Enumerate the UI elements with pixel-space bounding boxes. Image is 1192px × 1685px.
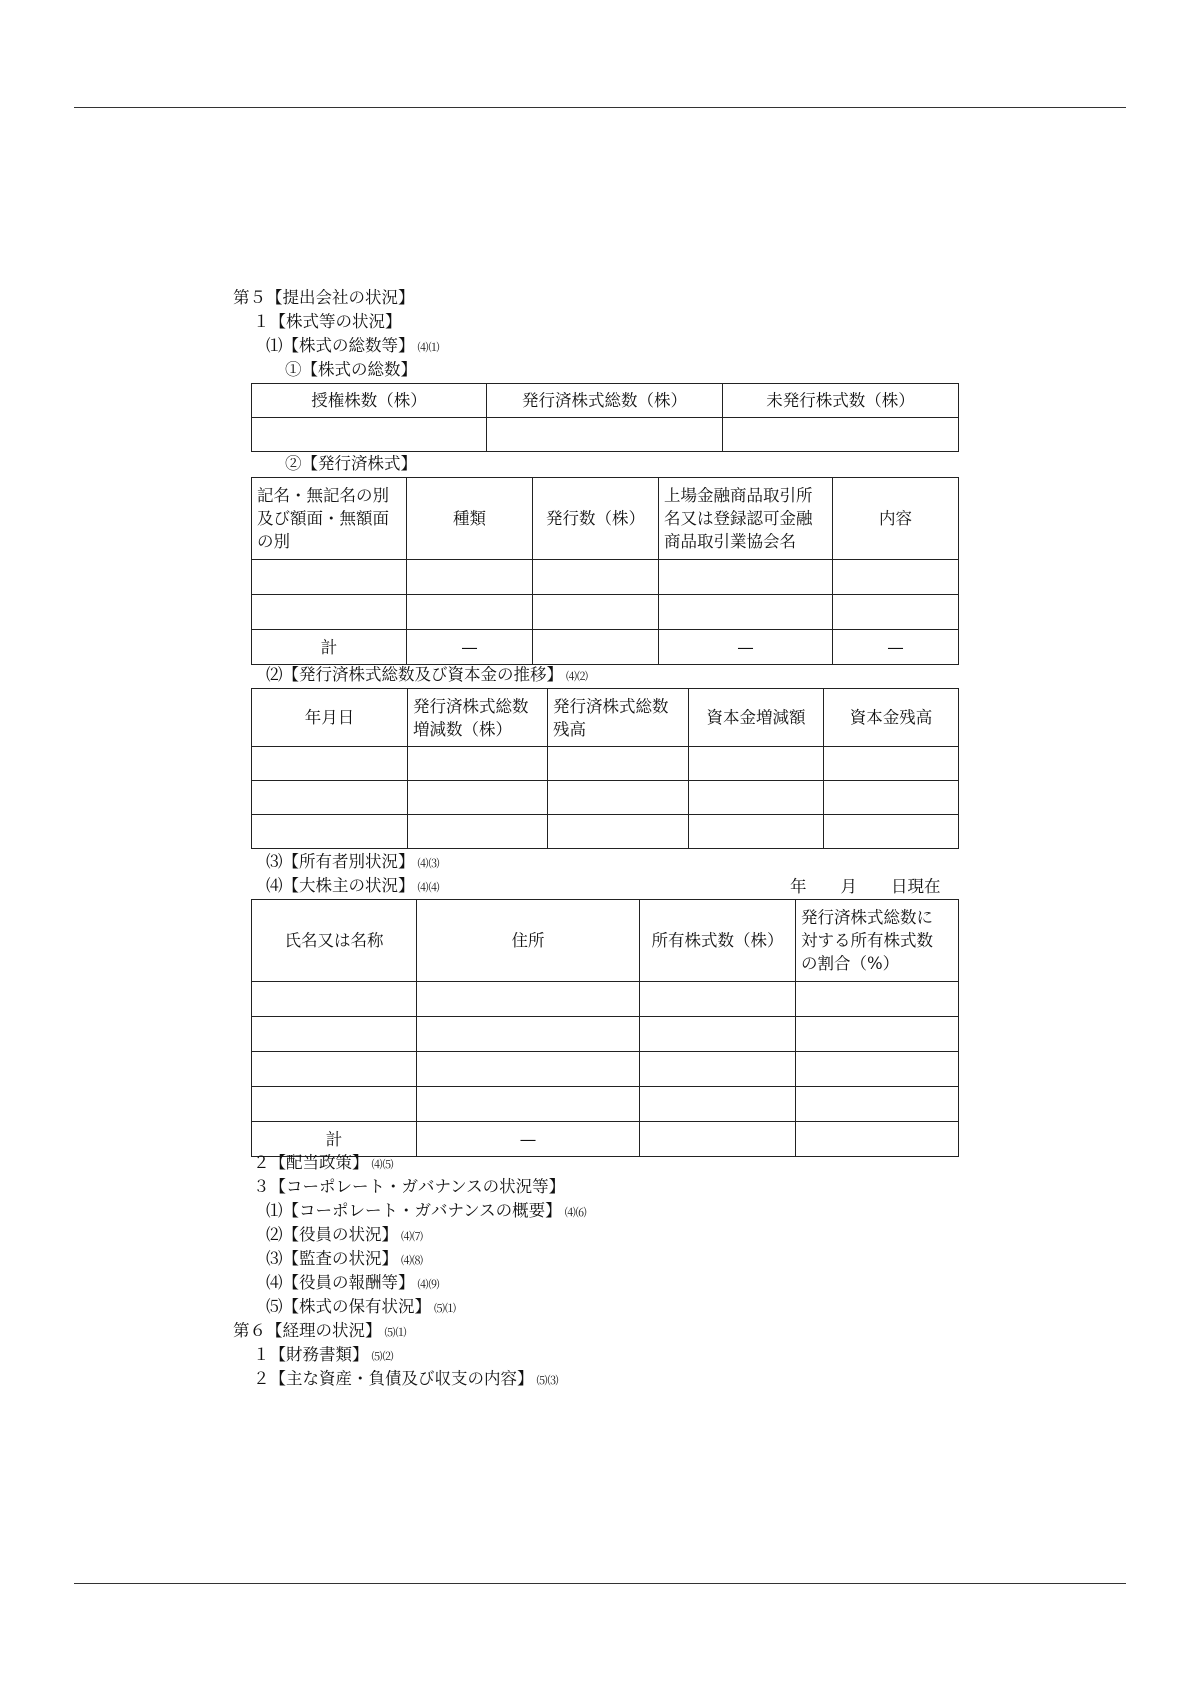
table-row [252, 982, 959, 1017]
note-ref: ⑸⑴ [384, 1326, 407, 1339]
issued-shares-table [251, 477, 959, 665]
heading-5-3-2: ⑵【役員の状況】 ⑷⑺ [266, 1225, 423, 1244]
heading-5-1-2: ⑵【発行済株式総数及び資本金の推移】 ⑷⑵ [266, 665, 588, 684]
note-ref: ⑷⑵ [566, 670, 588, 683]
header-issued-total-shares: 発行済株式総数（株） [487, 384, 723, 418]
table-row [252, 1017, 959, 1052]
note-ref: ⑷⑺ [401, 1230, 423, 1243]
as-of-month: 月 [840, 877, 857, 896]
note-ref: ⑷⑼ [417, 1278, 440, 1291]
heading-5-1: １【株式等の状況】 [253, 312, 402, 331]
table-row [252, 747, 959, 781]
header-issued-change: 発行済株式総数 増減数（株） [408, 689, 548, 747]
note-ref: ⑷⑶ [417, 857, 440, 870]
dash: — [407, 630, 533, 665]
note-ref: ⑷⑷ [417, 881, 440, 894]
note-ref: ⑸⑶ [536, 1374, 559, 1387]
heading-5-1-1-a: ①【株式の総数】 [285, 360, 417, 379]
header-rule [74, 107, 1126, 108]
table-row [252, 418, 959, 452]
heading-6-1: １【財務書類】 ⑸⑵ [253, 1345, 394, 1364]
dash: — [833, 630, 959, 665]
major-shareholders-table [251, 899, 959, 1157]
note-ref: ⑷⑴ [417, 341, 440, 354]
dash: — [417, 1122, 640, 1157]
as-of-year: 年 [790, 877, 807, 896]
header-capital-balance: 資本金残高 [824, 689, 959, 747]
footer-rule [74, 1583, 1126, 1584]
header-owned-shares: 所有株式数（株） [640, 900, 796, 982]
header-unissued-shares: 未発行株式数（株） [723, 384, 959, 418]
header-name: 氏名又は名称 [252, 900, 417, 982]
header-registration-type: 記名・無記名の別 及び額面・無額面 の別 [252, 478, 407, 560]
as-of-day: 日現在 [891, 877, 941, 896]
table-row [252, 560, 959, 595]
heading-5-3-3: ⑶【監査の状況】 ⑷⑻ [266, 1249, 423, 1268]
total-shares-table [251, 383, 959, 452]
dash: — [659, 630, 833, 665]
header-issued-balance: 発行済株式総数 残高 [548, 689, 689, 747]
header-type: 種類 [407, 478, 533, 560]
heading-5-1-1: ⑴【株式の総数等】 ⑷⑴ [266, 336, 440, 355]
header-capital-change: 資本金増減額 [689, 689, 824, 747]
header-content: 内容 [833, 478, 959, 560]
heading-5-3: ３【コーポレート・ガバナンスの状況等】 [253, 1177, 566, 1196]
note-ref: ⑸⑴ [434, 1302, 456, 1315]
header-address: 住所 [417, 900, 640, 982]
note-ref: ⑸⑵ [371, 1350, 394, 1363]
header-exchange-name: 上場金融商品取引所 名又は登録認可金融 商品取引業協会名 [659, 478, 833, 560]
header-authorized-shares: 授権株数（株） [252, 384, 487, 418]
note-ref: ⑷⑸ [371, 1158, 394, 1171]
header-date: 年月日 [252, 689, 408, 747]
header-issued-number: 発行数（株） [533, 478, 659, 560]
heading-5-1-1-b: ②【発行済株式】 [285, 454, 417, 473]
total-label: 計 [252, 1122, 417, 1157]
heading-6-2: ２【主な資産・負債及び収支の内容】 ⑸⑶ [253, 1369, 559, 1388]
heading-section-5: 第５【提出会社の状況】 [233, 288, 415, 307]
capital-history-table [251, 688, 959, 849]
total-label: 計 [252, 630, 407, 665]
as-of-date [790, 876, 941, 898]
table-row [252, 1052, 959, 1087]
note-ref: ⑷⑻ [401, 1254, 423, 1267]
heading-5-3-5: ⑸【株式の保有状況】 ⑸⑴ [266, 1297, 456, 1316]
heading-section-6: 第６【経理の状況】 ⑸⑴ [233, 1321, 407, 1340]
table-row [252, 781, 959, 815]
heading-5-3-4: ⑷【役員の報酬等】 ⑷⑼ [266, 1273, 440, 1292]
heading-5-1-4: ⑷【大株主の状況】 ⑷⑷ [266, 876, 440, 895]
heading-5-1-3: ⑶【所有者別状況】 ⑷⑶ [266, 852, 440, 871]
table-row [252, 595, 959, 630]
header-ownership-ratio: 発行済株式総数に 対する所有株式数 の割合（%） [796, 900, 959, 982]
heading-5-2: ２【配当政策】 ⑷⑸ [253, 1153, 394, 1172]
total-row [252, 630, 959, 665]
table-row [252, 1087, 959, 1122]
table-row [252, 815, 959, 849]
note-ref: ⑷⑹ [564, 1206, 587, 1219]
heading-5-3-1: ⑴【コーポレート・ガバナンスの概要】 ⑷⑹ [266, 1201, 587, 1220]
